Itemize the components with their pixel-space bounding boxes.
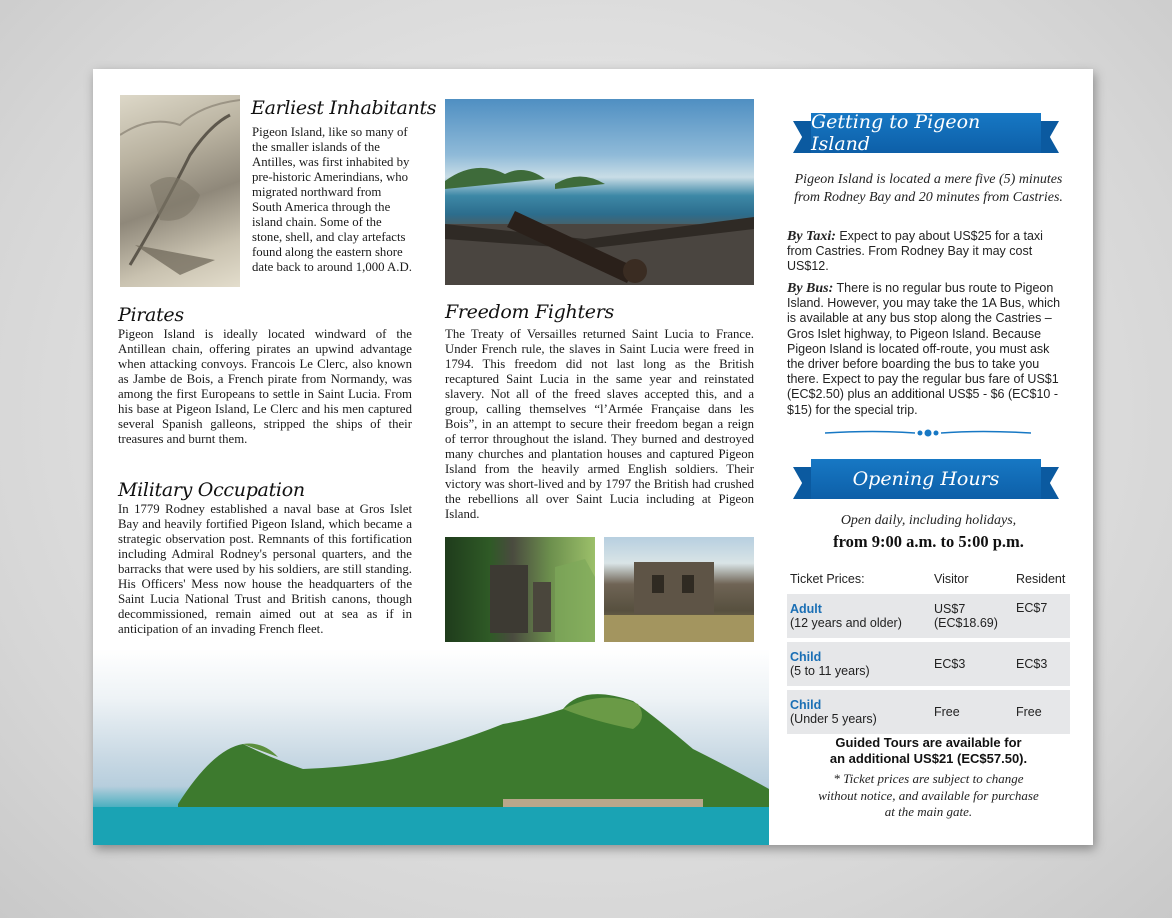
ticket-detail: (Under 5 years)	[790, 712, 877, 726]
taxi-text: Expect to pay about US$25 for a taxi from Castries. From Rodney Bay it may cost US$12.	[787, 229, 1043, 274]
pigeon-island-panorama-image	[93, 649, 769, 845]
ticket-category: Child	[790, 698, 822, 712]
ticket-disclaimer	[787, 771, 1070, 821]
bus-label: By Bus:	[787, 281, 834, 296]
ticket-header-row	[787, 568, 1070, 590]
getting-intro: Pigeon Island is located a mere five (5) minutes from Rodney Bay and 20 minutes from Castries.	[794, 172, 1063, 205]
ticket-col-label: Ticket Prices:	[790, 572, 865, 586]
getting-ribbon	[793, 113, 1059, 153]
hours-ribbon	[793, 459, 1059, 499]
pirates-heading: Pirates	[118, 304, 184, 326]
ticket-detail: (5 to 11 years)	[790, 664, 870, 678]
freedom-heading: Freedom Fighters	[445, 301, 614, 323]
ruins-stone-image	[604, 537, 754, 642]
pirates-text: Pigeon Island is ideally located windward of the Antillean chain, offering pirates an upwind advantage when attacking convoys. Francois Le Clerc, also known as Jambe de Bois, a French pirate from Normandy, was among the first Europeans to settle in Saint Lucia. From his base at Pigeon Island, Le Clerc and his men captured several Spanish galleons, stripped the ships of their treasures and burnt them.	[118, 327, 412, 446]
earliest-text: Pigeon Island, like so many of the smaller islands of the Antilles, was first inhabited by pre-historic Amerindians, who migrated northward from South America through the island chain. Some of the stone, shell, and clay artefacts found along the eastern shore date back to around 1,000 A.D.	[252, 125, 412, 274]
hours-line2: from 9:00 a.m. to 5:00 p.m.	[833, 532, 1024, 551]
ticket-resident: Free	[1013, 690, 1070, 734]
ticket-detail: (12 years and older)	[790, 616, 902, 630]
getting-heading: Getting to Pigeon Island	[811, 113, 1041, 153]
ticket-visitor: Free	[931, 690, 1013, 734]
hours-line1: Open daily, including holidays,	[840, 513, 1017, 528]
earliest-heading: Earliest Inhabitants	[251, 97, 437, 119]
ticket-category: Child	[790, 650, 822, 664]
note-line2: without notice, and available for purchase	[818, 787, 1039, 803]
ticket-col-visitor: Visitor	[934, 572, 969, 586]
note-line1: * Ticket prices are subject to change	[833, 771, 1024, 786]
tours-line2: an additional US$21 (EC$57.50).	[829, 751, 1028, 766]
cannon-fort-image	[445, 99, 754, 285]
taxi-info	[787, 229, 1070, 275]
table-row	[787, 690, 1070, 734]
ticket-col-resident: Resident	[1016, 572, 1066, 586]
brochure-page	[93, 69, 1093, 845]
taxi-label: By Taxi:	[787, 229, 836, 244]
ticket-visitor: US$7	[934, 602, 966, 616]
ticket-visitor: EC$3	[931, 642, 1013, 686]
ticket-resident: EC$3	[1013, 642, 1070, 686]
ticket-category: Adult	[790, 602, 822, 616]
bus-text: There is no regular bus route to Pigeon Island. However, you may take the 1A Bus, which is available at any bus stop along the Castries – Gros Islet highway, to Pigeon Island. Because Pigeon Island is located off-route, you must ask the driver before boarding the bus to take you there. Expect to pay the regular bus fare of US$1 (EC$2.50) plus an additional US$5 - $6 (EC$10 - $15) for the special trip.	[787, 281, 1061, 417]
ticket-prices-table	[787, 564, 1070, 738]
ornament-divider	[825, 426, 1031, 440]
ruins-palms-image	[445, 537, 595, 642]
military-heading: Military Occupation	[118, 479, 305, 501]
table-row	[787, 642, 1070, 686]
amerindian-sketch-image	[120, 95, 240, 287]
note-line3: at the main gate.	[884, 804, 973, 819]
military-text: In 1779 Rodney established a naval base at Gros Islet Bay and heavily fortified Pigeon Island, which became a strategic observation post. Remnants of this fortification including Admiral Rodney's personal quarters, and the barracks that were used by his soldiers, are still standing. His Officers' Mess now house the headquarters of the Saint Lucia National Trust and British canons, though decommissioned, remain aimed out at sea as if in anticipation of an invading French fleet.	[118, 502, 412, 636]
guided-tours-note	[787, 735, 1070, 767]
freedom-text: The Treaty of Versailles returned Saint Lucia to France. Under French rule, the slaves in Saint Lucia were freed in 1794. This freedom did not last long as the British recaptured Saint Lucia in the same year and reinstated slavery. Not all of the freed slaves accepted this, and a group, calling themselves “l’Armée Française dans les Bois”, in an attempt to secure their freedom began a reign of terror throughout the island. They burned and destroyed many churches and plantation houses and captured Pigeon Island from the heavily armed English soldiers. Their victory was short-lived and by 1797 the British had crushed the rebellions all over Saint Lucia including at Pigeon Island.	[445, 327, 754, 521]
ticket-visitor-sub: (EC$18.69)	[934, 616, 998, 630]
table-row	[787, 594, 1070, 638]
ticket-resident: EC$7	[1013, 594, 1070, 638]
hours-heading: Opening Hours	[811, 459, 1041, 499]
bus-info	[787, 281, 1070, 418]
tours-line1: Guided Tours are available for	[835, 735, 1022, 750]
